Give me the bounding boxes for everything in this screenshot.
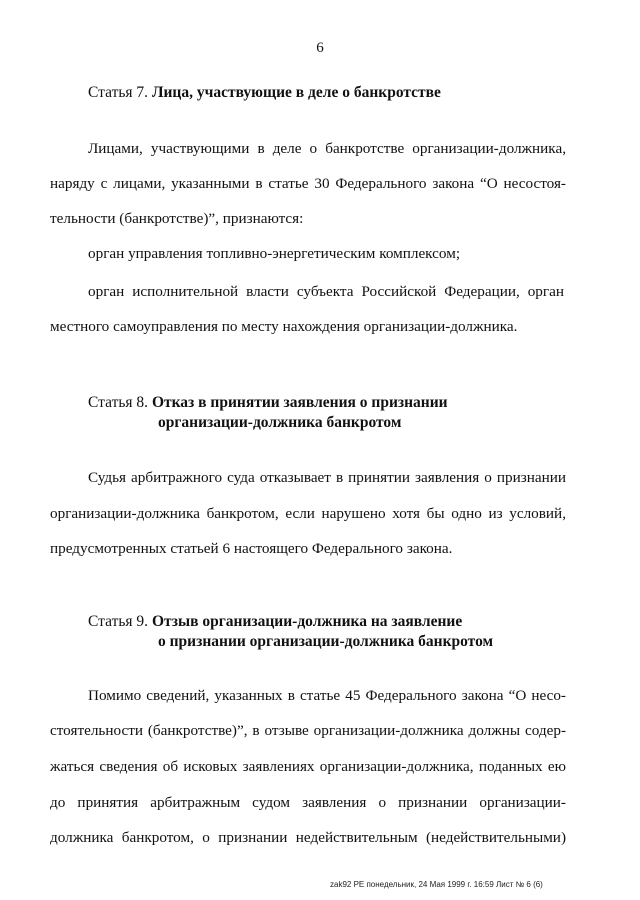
article-8-title-line: Отказ в принятии заявления о признании: [151, 394, 448, 411]
article-8-heading: [88, 394, 448, 412]
article-9-text-line: должника банкротом, о признании недействительным (недействительными): [50, 829, 566, 846]
article-8-title-line-2: [158, 414, 401, 432]
article-8-text-line: предусмотренных статьей 6 настоящего Федерального закона.: [50, 540, 453, 557]
article-8-text-line: Судья арбитражного суда отказывает в принятии заявления о признании: [88, 469, 566, 486]
article-7-text-line: наряду с лицами, указанными в статье 30 Федерального закона “О несостоя-: [50, 175, 566, 192]
page-footer: zak92 PE понедельник, 24 Мая 1999 г. 16:59 Лист № 6 (6): [330, 880, 543, 889]
article-7-heading: [88, 84, 441, 102]
article-7-text-line: орган управления топливно-энергетическим комплексом;: [88, 245, 461, 262]
article-9-text-line: жаться сведения об исковых заявлениях организации-должника, поданных ею: [50, 758, 566, 775]
article-7-label: Статья 7.: [88, 84, 149, 101]
article-8-text-line: организации-должника банкротом, если нарушено хотя бы одно из условий,: [50, 505, 566, 522]
article-7-title: Лица, участвующие в деле о банкротстве: [151, 84, 441, 101]
article-7-text-line: местного самоуправления по месту нахождения организации-должника.: [50, 318, 518, 335]
article-9-text-line: до принятия арбитражным судом заявления о признании организации-: [50, 794, 566, 811]
article-9-heading: [88, 613, 462, 631]
article-8-label: Статья 8.: [88, 394, 149, 411]
page-number: 6: [316, 40, 324, 56]
article-9-text-line: Помимо сведений, указанных в статье 45 Федерального закона “О несо-: [88, 687, 566, 704]
article-7-text-line: орган исполнительной власти субъекта Российской Федерации, орган: [88, 283, 564, 300]
article-9-text-line: стоятельности (банкротстве)”, в отзыве организации-должника должны содер-: [50, 722, 566, 739]
article-9-title-line: Отзыв организации-должника на заявление: [151, 613, 463, 630]
article-9-label: Статья 9.: [88, 613, 149, 630]
article-8-title-line: организации-должника банкротом: [158, 414, 402, 431]
article-7-text-line: Лицами, участвующими в деле о банкротстве организации-должника,: [88, 140, 566, 157]
article-9-title-line-2: [158, 633, 493, 651]
article-7-text-line: тельности (банкротстве)”, признаются:: [50, 210, 304, 227]
article-9-title-line: о признании организации-должника банкротом: [158, 633, 494, 650]
